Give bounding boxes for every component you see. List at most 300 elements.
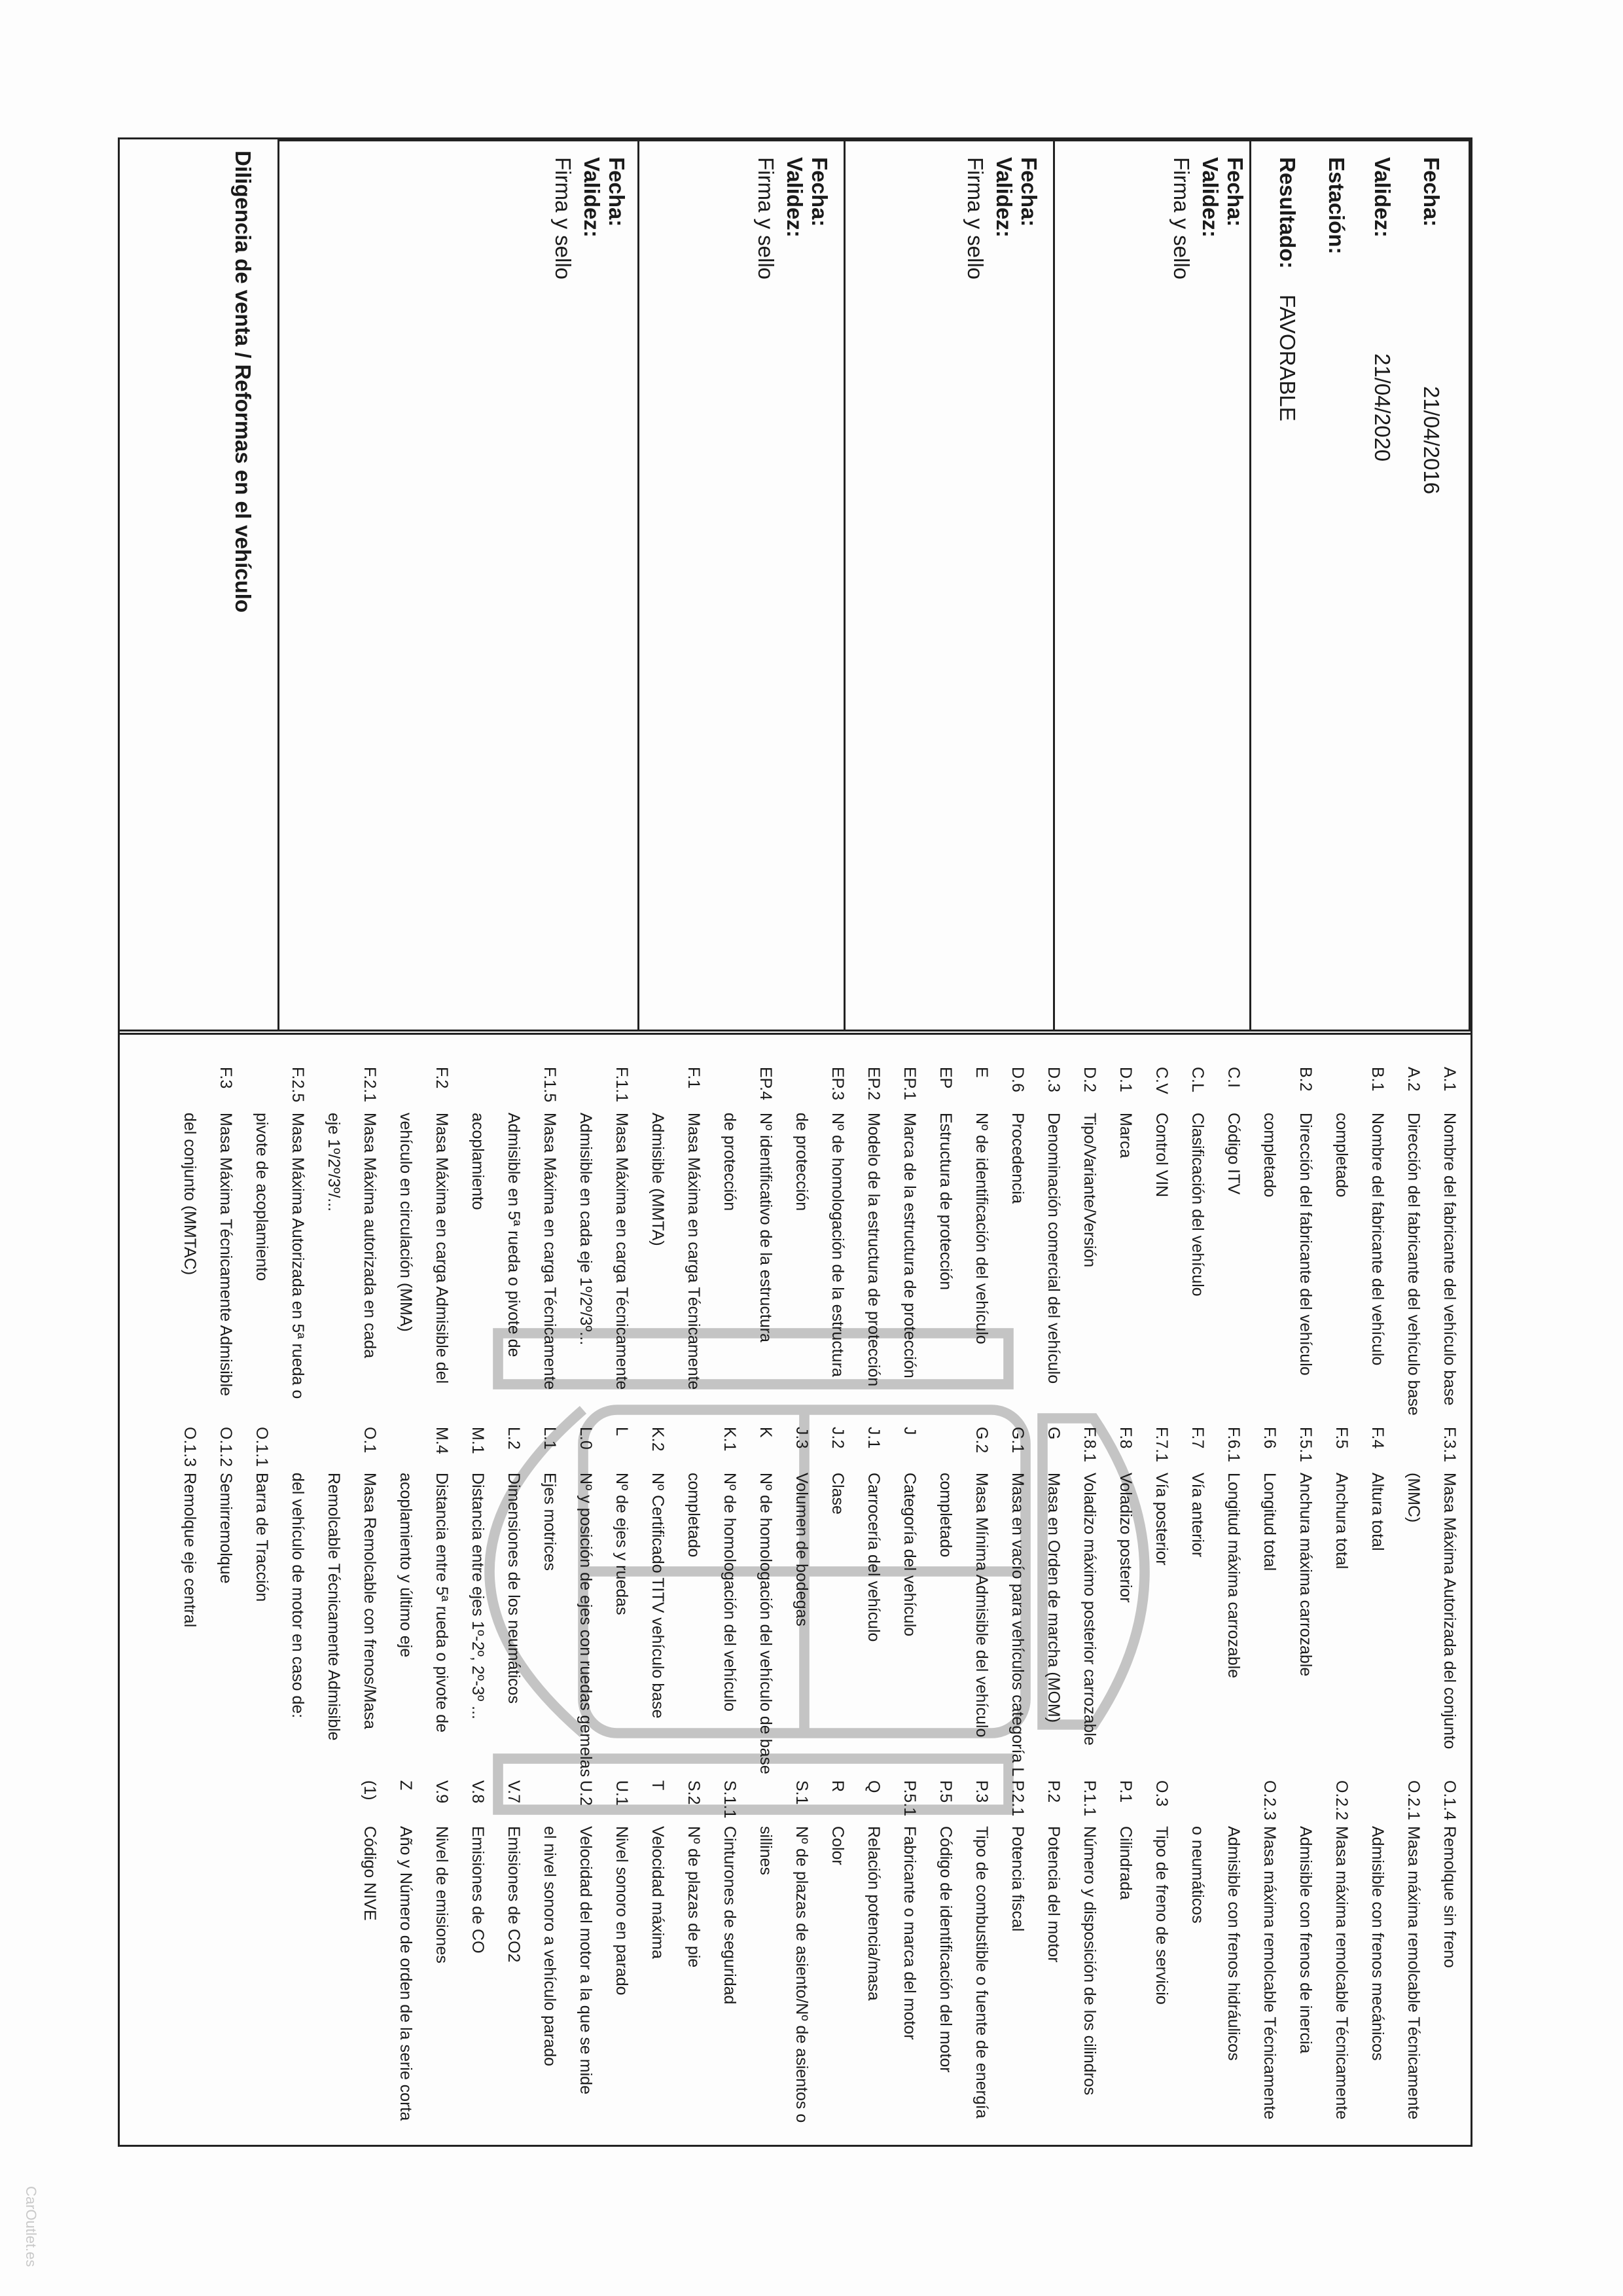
firma-label: Firma y sello <box>551 157 575 280</box>
field-label: Remolque sin freno <box>1440 1826 1459 1968</box>
field-row <box>180 1427 200 1627</box>
firma-label: Firma y sello <box>1169 157 1194 280</box>
field-row <box>1224 1427 1243 1678</box>
field-code: P.1 <box>1116 1780 1135 1803</box>
field-label: Masa Máxima en carga Admisible del <box>433 1113 451 1384</box>
field-label: sillines <box>757 1826 775 1876</box>
field-label: Procedencia <box>1008 1113 1027 1204</box>
field-row <box>972 1780 991 2119</box>
field-label: Velocidad máxima <box>649 1826 667 1959</box>
validez-label: Validez: <box>580 157 604 238</box>
field-row <box>468 1427 488 1719</box>
field-row <box>1224 1780 1243 2061</box>
field-code: F.4 <box>1368 1427 1387 1449</box>
field-code: A.2 <box>1404 1067 1423 1092</box>
field-row <box>1152 1067 1171 1197</box>
field-code: F.5.1 <box>1296 1427 1315 1463</box>
field-row <box>612 1067 632 1390</box>
field-code: O.1.3 <box>181 1427 199 1467</box>
field-row <box>540 1780 560 2066</box>
field-row <box>684 1427 704 1557</box>
field-code: EP.3 <box>829 1067 847 1100</box>
field-row <box>1440 1067 1459 1406</box>
field-label: Vía anterior <box>1188 1473 1207 1558</box>
field-code: L.1 <box>541 1427 559 1450</box>
field-row <box>1260 1780 1279 2119</box>
diligencia-heading: Diligencia de venta / Reformas en el vehículo <box>231 151 255 613</box>
field-label: Dirección del fabricante del vehículo base <box>1404 1113 1423 1416</box>
field-row <box>828 1427 847 1515</box>
field-row <box>1188 1067 1207 1297</box>
field-label: Vía posterior <box>1152 1473 1171 1566</box>
field-label: Velocidad del motor a la que se mide <box>577 1826 595 2094</box>
field-row <box>1080 1427 1099 1746</box>
field-label: Masa máxima remolcable Técnicamente <box>1260 1826 1279 2120</box>
field-label: del vehículo de motor en caso de: <box>289 1473 307 1719</box>
field-label: Barra de Tracción <box>253 1473 271 1602</box>
field-label: Distancia entre ejes 1º-2º, 2º-3º ... <box>469 1473 487 1719</box>
field-code: EP.4 <box>757 1067 775 1100</box>
field-code: O.2.3 <box>1260 1780 1279 1821</box>
field-row <box>360 1780 380 1921</box>
field-code: EP <box>936 1067 955 1089</box>
field-label: Marca de la estructura de protección <box>901 1113 919 1378</box>
field-row <box>720 1427 740 1712</box>
field-code: F.1 <box>685 1067 703 1089</box>
field-row <box>936 1427 955 1557</box>
field-code: P.3 <box>972 1780 991 1803</box>
validez-value: 21/04/2020 <box>1370 353 1395 462</box>
field-code: EP.2 <box>865 1067 883 1100</box>
field-label: Código ITV <box>1224 1113 1243 1195</box>
field-row <box>864 1427 883 1641</box>
field-code: K.2 <box>649 1427 667 1452</box>
field-label: Ejes motrices <box>541 1473 559 1571</box>
field-row <box>504 1780 524 1962</box>
field-label: Cinturones de seguridad <box>721 1826 739 2005</box>
field-row <box>1296 1780 1315 2053</box>
field-code: P.1.1 <box>1080 1780 1099 1817</box>
field-code: G.2 <box>972 1427 991 1454</box>
field-row <box>1116 1427 1135 1603</box>
field-label: Nº de homologación del vehículo de base <box>757 1473 775 1774</box>
field-row <box>216 1427 236 1584</box>
field-code: J.3 <box>793 1427 811 1449</box>
validez-label: Validez: <box>1370 157 1395 238</box>
field-row <box>720 1067 740 1211</box>
field-row <box>252 1427 272 1602</box>
firma-label: Firma y sello <box>754 157 778 280</box>
field-label: Nº de homologación de la estructura <box>829 1113 847 1377</box>
field-label: Nombre del fabricante del vehículo base <box>1440 1113 1459 1406</box>
field-code: E <box>972 1067 991 1078</box>
field-label: Dirección del fabricante del vehículo <box>1296 1113 1315 1376</box>
field-label: Control VIN <box>1152 1113 1171 1198</box>
field-row <box>756 1067 776 1342</box>
field-label: Clasificación del vehículo <box>1188 1113 1207 1297</box>
field-label: Altura total <box>1368 1473 1387 1551</box>
field-code: Q <box>865 1780 883 1793</box>
field-row <box>1080 1067 1099 1267</box>
field-row <box>1404 1067 1423 1416</box>
field-row <box>360 1427 380 1729</box>
field-row <box>828 1780 847 1865</box>
field-row <box>612 1780 632 1996</box>
field-label: Nº de ejes y ruedas <box>613 1473 631 1615</box>
field-row <box>468 1067 488 1210</box>
field-row <box>252 1067 272 1281</box>
field-label: Admisible en cada eje 1º/2º/3º... <box>577 1113 595 1346</box>
field-label: Masa en Orden de marcha (MOM) <box>1044 1473 1063 1723</box>
field-label: Estructura de protección <box>936 1113 955 1290</box>
field-label: Masa Máxima Autorizada del conjunto <box>1440 1473 1459 1749</box>
field-label: Nº de plazas de asiento/Nº de asientos o <box>793 1826 811 2123</box>
field-label: Anchura máxima carrozable <box>1296 1473 1315 1677</box>
validez-label: Validez: <box>992 157 1016 238</box>
field-label: Masa Remolcable con frenos/Masa <box>361 1473 379 1729</box>
field-column-3 <box>118 1780 1472 2134</box>
field-row <box>360 1067 380 1358</box>
field-code: P.5 <box>936 1780 955 1803</box>
field-code: F.3.1 <box>1440 1427 1459 1463</box>
field-code: S.2 <box>685 1780 703 1805</box>
field-code: F.5 <box>1332 1427 1351 1449</box>
field-row <box>576 1067 596 1345</box>
field-label: Remolque eje central <box>181 1473 199 1628</box>
field-label: Emisiones de CO2 <box>505 1826 523 1963</box>
field-label: Masa Máxima en carga Técnicamente <box>613 1113 631 1390</box>
field-code: EP.1 <box>901 1067 919 1100</box>
field-row <box>504 1067 524 1357</box>
field-label: Clase <box>829 1473 847 1515</box>
field-row <box>1296 1427 1315 1676</box>
field-label: Tipo de combustible o fuente de energía <box>972 1826 991 2119</box>
field-code: J.1 <box>865 1427 883 1449</box>
field-label: acoplamiento <box>469 1113 487 1210</box>
field-code: O.1 <box>361 1427 379 1454</box>
field-row <box>864 1780 883 2001</box>
field-row <box>468 1780 488 1954</box>
field-row <box>720 1780 740 2004</box>
field-label: Relación potencia/masa <box>865 1826 883 2001</box>
field-row <box>576 1780 596 2094</box>
field-row <box>792 1067 812 1211</box>
field-row <box>828 1067 847 1377</box>
field-label: pivote de acoplamiento <box>253 1113 271 1282</box>
field-code: S.1 <box>793 1780 811 1805</box>
field-label: Nº de identificación del vehículo <box>972 1113 991 1344</box>
field-row <box>900 1067 919 1378</box>
field-label: Nivel de emisiones <box>433 1826 451 1964</box>
field-code: F.7.1 <box>1152 1427 1171 1463</box>
field-row <box>756 1780 776 1875</box>
field-label: completado <box>1260 1113 1279 1198</box>
field-code: F.2 <box>433 1067 451 1089</box>
field-code: U.1 <box>613 1780 631 1806</box>
field-code: C.L <box>1188 1067 1207 1092</box>
field-label: el nivel sonoro a vehículo parado <box>541 1826 559 2066</box>
field-code: A.1 <box>1440 1067 1459 1092</box>
field-label: Masa Mínima Admisible del vehículo <box>972 1473 991 1738</box>
field-label: Longitud total <box>1260 1473 1279 1571</box>
field-label: (MMC) <box>1404 1473 1423 1523</box>
field-label: Admisible con frenos de inercia <box>1296 1826 1315 2054</box>
field-row <box>396 1780 416 2121</box>
field-code: M.4 <box>433 1427 451 1454</box>
field-label: Color <box>829 1826 847 1865</box>
field-code: K <box>757 1427 775 1438</box>
field-row <box>432 1780 452 1964</box>
field-label: Emisiones de CO <box>469 1826 487 1954</box>
field-row <box>1368 1780 1387 2061</box>
field-row <box>612 1427 632 1615</box>
field-row <box>1260 1067 1279 1197</box>
field-label: Distancia entre 5ª rueda o pivote de <box>433 1473 451 1732</box>
field-code: O.3 <box>1152 1780 1171 1807</box>
field-code: V.8 <box>469 1780 487 1804</box>
field-code: V.9 <box>433 1780 451 1804</box>
fecha-label: Fecha: <box>1223 157 1247 227</box>
field-label: Masa Máxima autorizada en cada <box>361 1113 379 1359</box>
field-row <box>792 1780 812 2123</box>
field-label: acoplamiento y último eje <box>397 1473 415 1658</box>
field-label: Tipo/Variante/Versión <box>1080 1113 1099 1268</box>
site-watermark: CarOutlet.es <box>23 2186 39 2267</box>
field-code: G.1 <box>1008 1427 1027 1454</box>
field-label: de protección <box>721 1113 739 1211</box>
field-code: J.2 <box>829 1427 847 1449</box>
field-label: Cilindrada <box>1116 1826 1135 1900</box>
field-label: Código NIVE <box>361 1826 379 1921</box>
field-label: Potencia fiscal <box>1008 1826 1027 1932</box>
field-code: F.1.5 <box>541 1067 559 1103</box>
field-label: Admisible con frenos mecánicos <box>1368 1826 1387 2061</box>
firma-label: Firma y sello <box>963 157 988 280</box>
field-row <box>1224 1067 1243 1194</box>
field-label: Dimensiones de los neumáticos <box>505 1473 523 1704</box>
field-row <box>1404 1780 1423 2119</box>
field-row <box>1296 1067 1315 1376</box>
fecha-label: Fecha: <box>808 157 832 227</box>
field-label: Tipo de freno de servicio <box>1152 1826 1171 2005</box>
estacion-label: Estación: <box>1325 157 1349 255</box>
field-row <box>936 1067 955 1290</box>
field-code: K.1 <box>721 1427 739 1452</box>
field-label: Denominación comercial del vehículo <box>1044 1113 1063 1384</box>
field-row <box>324 1067 344 1211</box>
field-code: V.7 <box>505 1780 523 1804</box>
field-row <box>1044 1780 1063 1962</box>
field-label: Admisible en 5ª rueda o pivote de <box>505 1113 523 1357</box>
field-label: Admisible con frenos hidráulicos <box>1224 1826 1243 2061</box>
field-row <box>504 1427 524 1704</box>
field-row <box>864 1067 883 1386</box>
field-row <box>1116 1780 1135 1900</box>
field-code: D.6 <box>1008 1067 1027 1092</box>
field-label: Voladizo máximo posterior carrozable <box>1080 1473 1099 1746</box>
field-label: Masa Máxima en carga Técnicamente <box>685 1113 703 1390</box>
field-row <box>792 1427 812 1626</box>
field-row <box>900 1780 919 2040</box>
field-label: del conjunto (MMTAC) <box>181 1113 199 1276</box>
field-code: U.2 <box>577 1780 595 1806</box>
field-row <box>1188 1780 1207 1924</box>
field-row <box>972 1067 991 1344</box>
field-label: Número y disposición de los cilindros <box>1080 1826 1099 2096</box>
field-code: (1) <box>361 1780 379 1801</box>
field-row <box>1152 1427 1171 1566</box>
field-row <box>432 1427 452 1732</box>
field-label: Fabricante o marca del motor <box>901 1826 919 2040</box>
field-label: Volumen de bodegas <box>793 1473 811 1626</box>
field-label: Masa máxima remolcable Técnicamente <box>1404 1826 1423 2120</box>
field-row <box>1008 1427 1027 1776</box>
field-row <box>576 1427 596 1777</box>
field-row <box>1368 1067 1387 1365</box>
field-label: Nº identificativo de la estructura <box>757 1113 775 1342</box>
field-row <box>1440 1427 1459 1749</box>
field-row <box>1044 1067 1063 1384</box>
field-code: O.2.1 <box>1404 1780 1423 1821</box>
field-label: Marca <box>1116 1113 1135 1158</box>
field-row <box>1332 1780 1351 2119</box>
field-code: F.3 <box>217 1067 235 1089</box>
field-label: Masa Máxima Autorizada en 5ª rueda o <box>289 1113 307 1399</box>
field-label: Nº de homologación del vehículo <box>721 1473 739 1712</box>
field-row <box>1440 1780 1459 1968</box>
field-code: O.1.2 <box>217 1427 235 1467</box>
field-row <box>288 1427 308 1718</box>
field-row <box>1404 1427 1423 1522</box>
field-row <box>540 1067 560 1390</box>
field-code: F.2.5 <box>289 1067 307 1103</box>
resultado-label: Resultado: <box>1275 157 1300 269</box>
field-code: F.8 <box>1116 1427 1135 1449</box>
field-label: Nº Certificado TITV vehículo base <box>649 1473 667 1719</box>
field-code: D.2 <box>1080 1067 1099 1092</box>
field-label: Admisible (MMTA) <box>649 1113 667 1246</box>
field-code: S.1.1 <box>721 1780 739 1819</box>
field-row <box>180 1067 200 1275</box>
field-label: Masa Máxima en carga Técnicamente <box>541 1113 559 1390</box>
field-code: C.V <box>1152 1067 1171 1094</box>
field-row <box>324 1427 344 1740</box>
field-code: F.1.1 <box>613 1067 631 1103</box>
field-code: L.2 <box>505 1427 523 1450</box>
field-row <box>1332 1067 1351 1197</box>
field-row <box>648 1067 668 1246</box>
field-code: G <box>1044 1427 1063 1440</box>
field-row <box>216 1067 236 1396</box>
field-code: L <box>613 1427 631 1436</box>
field-code: D.3 <box>1044 1067 1063 1092</box>
fields-list <box>118 1054 1472 2140</box>
field-label: Potencia del motor <box>1044 1826 1063 1963</box>
fecha-label: Fecha: <box>605 157 629 227</box>
field-label: Voladizo posterior <box>1116 1473 1135 1603</box>
fecha-value: 21/04/2016 <box>1419 386 1444 495</box>
field-row <box>1152 1780 1171 2005</box>
field-code: P.2.1 <box>1008 1780 1027 1817</box>
field-label: Anchura total <box>1332 1473 1351 1570</box>
resultado-value: FAVORABLE <box>1275 295 1300 422</box>
field-label: Masa máxima remolcable Técnicamente <box>1332 1826 1351 2120</box>
field-label: Semirremolque <box>217 1473 235 1584</box>
field-code: M.1 <box>469 1427 487 1454</box>
field-row <box>396 1427 416 1657</box>
field-code: F.6.1 <box>1224 1427 1243 1463</box>
field-row <box>684 1067 704 1390</box>
field-code: O.1.4 <box>1440 1780 1459 1821</box>
field-code: F.6 <box>1260 1427 1279 1449</box>
field-code: Z <box>397 1780 415 1791</box>
field-label: eje 1º/2º/3º/... <box>325 1113 343 1212</box>
field-row <box>1260 1427 1279 1571</box>
field-row <box>756 1427 776 1774</box>
validez-label: Validez: <box>1198 157 1222 238</box>
field-row <box>1044 1427 1063 1723</box>
field-code: D.1 <box>1116 1067 1135 1092</box>
fecha-label: Fecha: <box>1017 157 1041 227</box>
field-label: completado <box>685 1473 703 1558</box>
field-row <box>1368 1427 1387 1551</box>
field-code: P.5.1 <box>901 1780 919 1817</box>
text-frame <box>118 137 1472 2147</box>
field-label: Nivel sonoro en parado <box>613 1826 631 1996</box>
field-code: F.8.1 <box>1080 1427 1099 1463</box>
field-label: de protección <box>793 1113 811 1211</box>
field-row <box>1008 1780 1027 1931</box>
field-code: R <box>829 1780 847 1793</box>
inspection-row-1 <box>1253 137 1472 1028</box>
field-label: Código de identificación del motor <box>936 1826 955 2073</box>
field-row <box>396 1067 416 1332</box>
field-label: o neumáticos <box>1188 1826 1207 1924</box>
field-label: completado <box>936 1473 955 1558</box>
field-code: T <box>649 1780 667 1791</box>
field-row <box>1116 1067 1135 1158</box>
field-row <box>432 1067 452 1384</box>
field-column-2 <box>118 1427 1472 1780</box>
field-code: B.2 <box>1296 1067 1315 1092</box>
field-code: O.1.1 <box>253 1427 271 1467</box>
field-row <box>900 1427 919 1636</box>
validez-label: Validez: <box>783 157 807 238</box>
field-code: O.2.2 <box>1332 1780 1351 1821</box>
field-row <box>1188 1427 1207 1557</box>
field-label: Remolcable Técnicamente Admisible <box>325 1473 343 1741</box>
field-row <box>684 1780 704 1967</box>
field-row <box>1332 1427 1351 1569</box>
field-row <box>1008 1067 1027 1204</box>
field-row <box>648 1427 668 1719</box>
field-label: Carrocería del vehículo <box>865 1473 883 1642</box>
field-row <box>1080 1780 1099 2095</box>
field-row <box>288 1067 308 1399</box>
field-code: J <box>901 1427 919 1435</box>
field-label: Nombre del fabricante del vehículo <box>1368 1113 1387 1366</box>
field-code: P.2 <box>1044 1780 1063 1803</box>
field-label: Longitud máxima carrozable <box>1224 1473 1243 1679</box>
field-label: Masa Máxima Técnicamente Admisible <box>217 1113 235 1397</box>
field-code: F.7 <box>1188 1427 1207 1449</box>
field-row <box>648 1780 668 1959</box>
field-code: F.2.1 <box>361 1067 379 1103</box>
field-row <box>540 1427 560 1571</box>
field-row <box>936 1780 955 2073</box>
field-label: Año y Número de orden de la serie corta <box>397 1826 415 2121</box>
fecha-label: Fecha: <box>1419 157 1444 227</box>
